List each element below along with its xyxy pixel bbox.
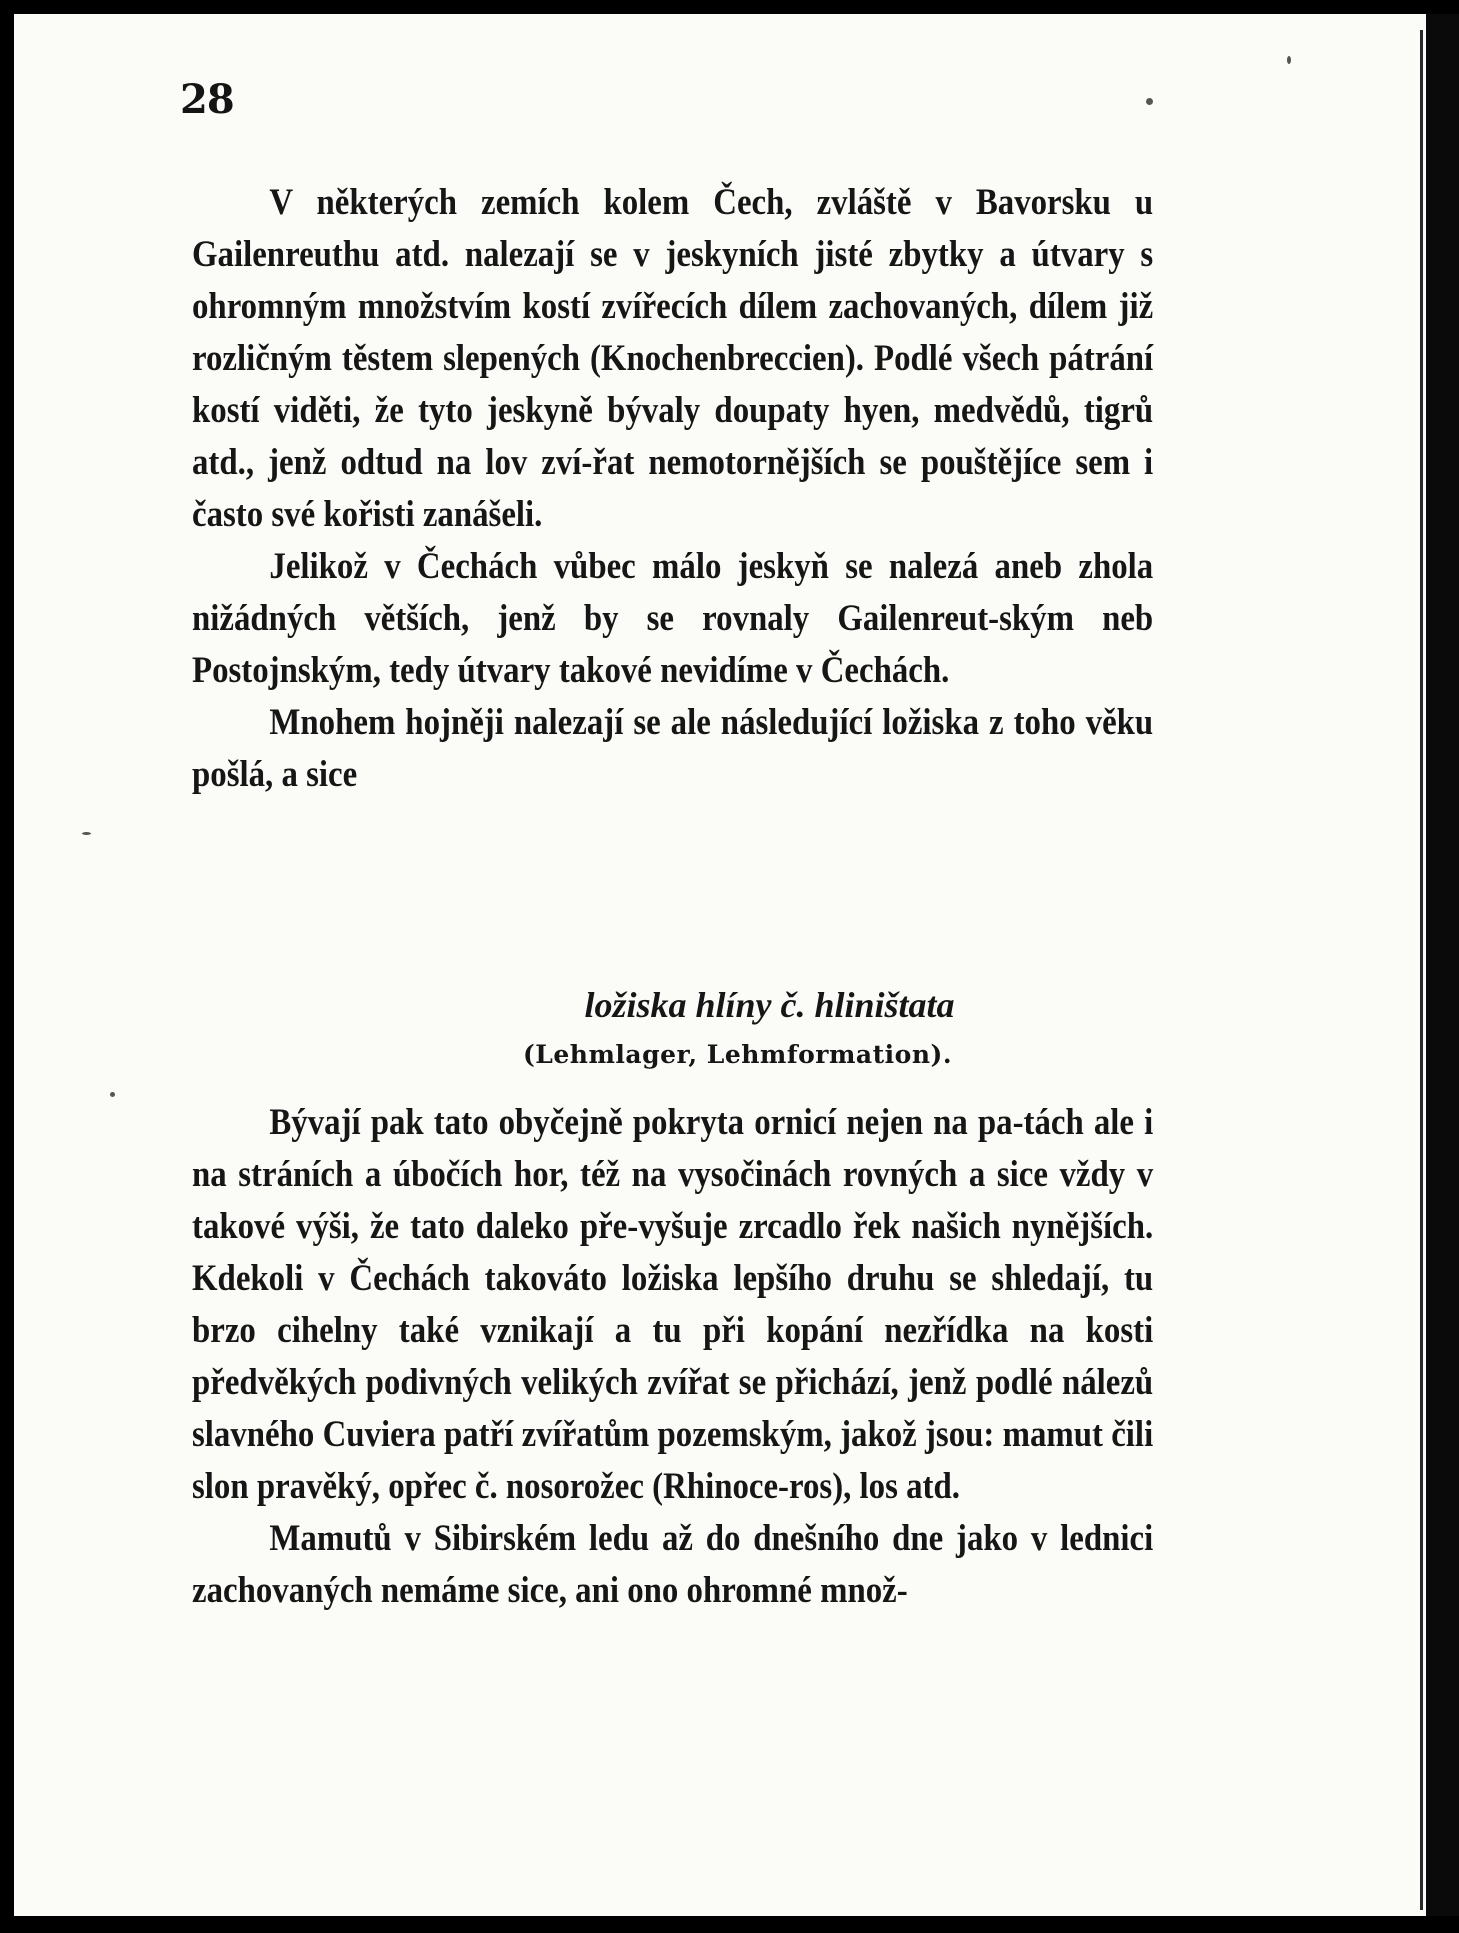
page-edge <box>1420 30 1423 1910</box>
paragraph: Mamutů v Sibirském ledu až do dnešního dne jako v lednici zachovaných nemáme sice, ani ono ohromné množ- <box>192 1517 1154 1610</box>
page-number: 28 <box>180 76 234 123</box>
paragraph: Mnohem hojněji nalezají se ale následující ložiska z toho věku pošlá, a sice <box>192 701 1154 794</box>
paragraph: Bývají pak tato obyčejně pokryta ornicí nejen na pa-tách ale i na stráních a úbočích hor, též na vysočinách rovných a sice vždy v takové výši, že tato daleko pře-vyšuje zrcadlo řek našich nynějších. Kdekoli v Čechách takováto ložiska lepšího druhu se shledají, tu brzo cihelny také vznikají a tu při kopání nezřídka na kosti předvěkých podivných velikých zvířat se přichází, jenž podlé nálezů slavného Cuviera patří zvířatům pozemským, jakož jsou: mamut čili slon pravěký, opřec č. nosorožec (Rhinoce-ros), los atd. <box>192 1101 1154 1506</box>
text-section-2 <box>192 1096 1153 1616</box>
paragraph: V některých zemích kolem Čech, zvláště v Bavorsku u Gailenreuthu atd. nalezají se v jeskyních jisté zbytky a útvary s ohromným množstvím kostí zvířecích dílem zachovaných, dílem již rozličným těstem slepených (Knochenbreccien). Podlé všech pátrání kostí viděti, že tyto jeskyně bývaly doupaty hyen, medvědů, tigrů atd., jenž odtud na lov zví-řat nemotornějších se pouštějíce sem i často své kořisti zanášeli. <box>192 181 1154 534</box>
scan-speck <box>1146 98 1153 105</box>
text-section-1 <box>192 176 1153 800</box>
scan-speck <box>110 1092 115 1097</box>
section-heading: ložiska hlíny č. hliništata <box>584 985 955 1025</box>
scan-border <box>1426 14 1459 1916</box>
scan-speck <box>1287 56 1291 64</box>
paragraph: Jelikož v Čechách vůbec málo jeskyň se nalezá aneb zhola nižádných větších, jenž by se rovnaly Gailenreut-ským neb Postojnským, tedy útvary takové nevidíme v Čechách. <box>192 545 1154 690</box>
scan-speck <box>82 832 91 835</box>
section-subheading: (Lehmlager, Lehmformation). <box>522 1040 953 1069</box>
